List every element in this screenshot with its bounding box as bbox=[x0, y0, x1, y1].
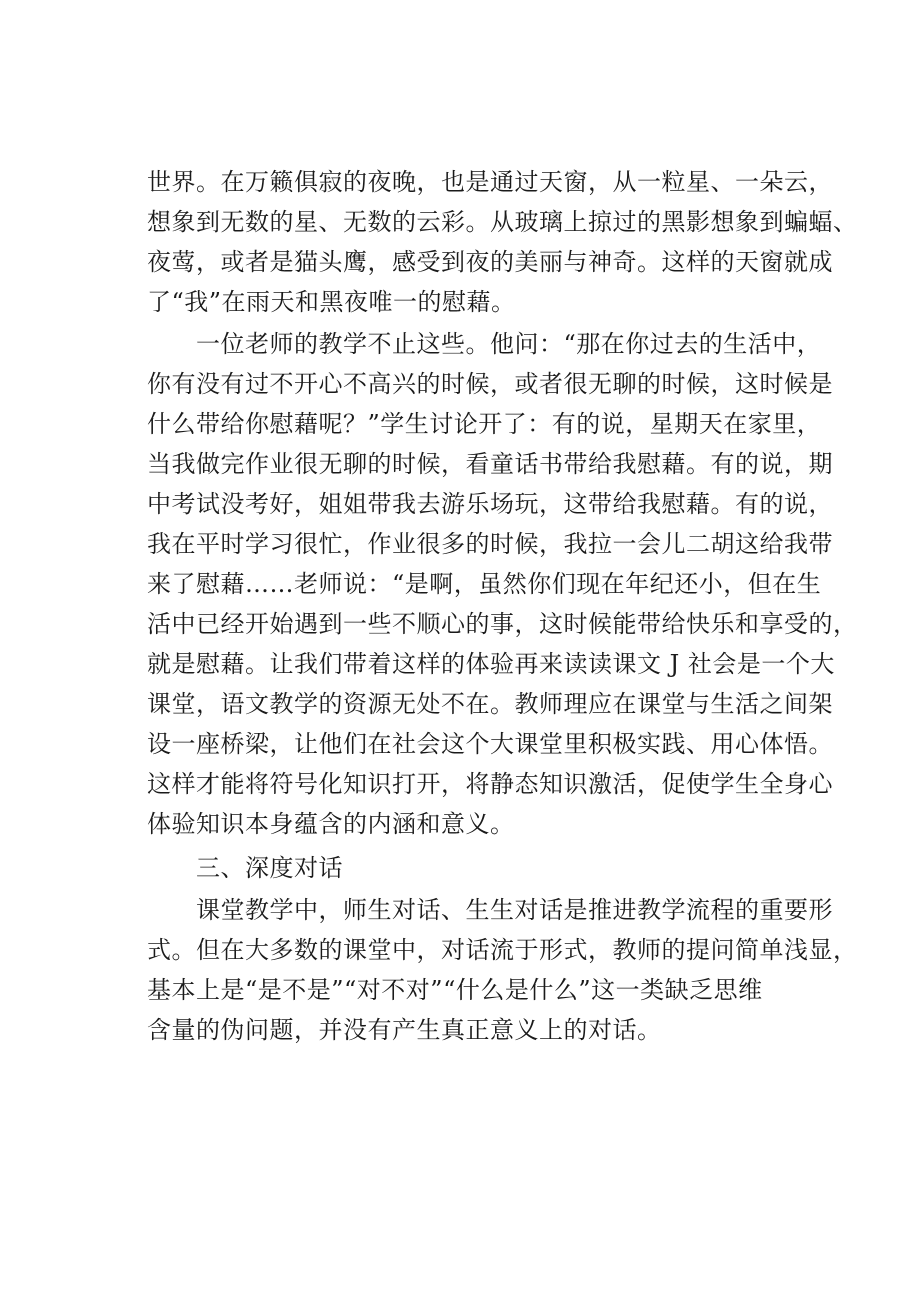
text-line: 一位老师的教学不止这些。他问：“那在你过去的生活中， bbox=[147, 330, 822, 358]
text-line: 体验知识本身蕴含的内涵和意义。 bbox=[147, 810, 515, 838]
text-line: 想象到无数的星、无数的云彩。从玻璃上掠过的黑影想象到蝙蝠、 bbox=[147, 208, 858, 236]
text-line: 课堂，语文教学的资源无处不在。教师理应在课堂与生活之间架 bbox=[147, 690, 833, 718]
text-line: 设一座桥梁，让他们在社会这个大课堂里积极实践、用心体悟。 bbox=[147, 730, 833, 758]
text-line: 了“我”在雨天和黑夜唯一的慰藉。 bbox=[147, 288, 516, 316]
text-line: 式。但在大多数的课堂中，对话流于形式，教师的提问简单浅显， bbox=[147, 936, 858, 964]
text-line: 来了慰藉……老师说：“是啊，虽然你们现在年纪还小，但在生 bbox=[147, 570, 822, 598]
text-line: 就是慰藉。让我们带着这样的体验再来读读课文 J 社会是一个大 bbox=[147, 650, 835, 678]
text-line: 基本上是“是不是”“对不对”“什么是什么”这一类缺乏思维 bbox=[147, 976, 763, 1004]
text-line: 当我做完作业很无聊的时候，看童话书带给我慰藉。有的说，期 bbox=[147, 450, 833, 478]
text-line: 含量的伪问题，并没有产生真正意义上的对话。 bbox=[147, 1016, 662, 1044]
text-line: 你有没有过不开心不高兴的时候，或者很无聊的时候，这时候是 bbox=[147, 370, 833, 398]
section-heading: 三、深度对话 bbox=[147, 854, 343, 882]
text-line: 中考试没考好，姐姐带我去游乐场玩，这带给我慰藉。有的说， bbox=[147, 490, 833, 518]
text-line: 世界。在万籁俱寂的夜晚，也是通过天窗，从一粒星、一朵云， bbox=[147, 168, 833, 196]
paragraph-3 bbox=[147, 890, 858, 1050]
text-line: 什么带给你慰藉呢？”学生讨论开了：有的说，星期天在家里， bbox=[147, 410, 822, 438]
paragraph-2 bbox=[147, 324, 858, 844]
document-body bbox=[147, 162, 858, 1050]
text-line: 这样才能将符号化知识打开，将静态知识激活，促使学生全身心 bbox=[147, 770, 833, 798]
paragraph-1 bbox=[147, 162, 858, 322]
text-line: 夜莺，或者是猫头鹰，感受到夜的美丽与神奇。这样的天窗就成 bbox=[147, 248, 833, 276]
text-line: 我在平时学习很忙，作业很多的时候，我拉一会儿二胡这给我带 bbox=[147, 530, 833, 558]
text-line: 课堂教学中，师生对话、生生对话是推进教学流程的重要形 bbox=[147, 896, 833, 924]
text-line: 活中已经开始遇到一些不顺心的事，这时候能带给快乐和享受的， bbox=[147, 610, 858, 638]
